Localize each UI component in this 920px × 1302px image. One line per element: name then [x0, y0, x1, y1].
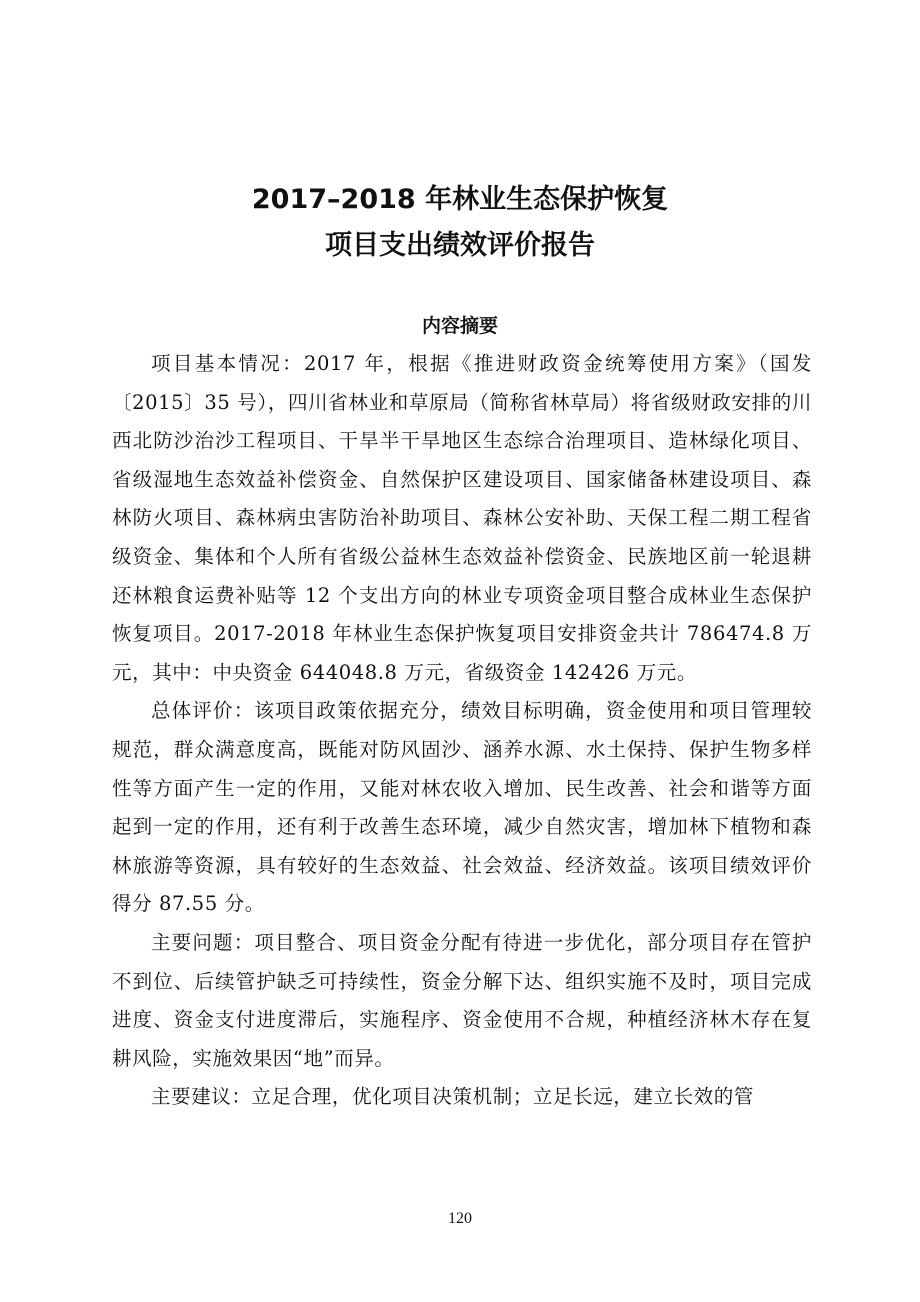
document-title-line-1: 2017–2018 年林业生态保护恢复 — [251, 184, 669, 215]
document-title-line-2: 项目支出绩效评价报告 — [325, 230, 595, 261]
paragraph-main-suggestions: 主要建议：立足合理，优化项目决策机制；立足长远，建立长效的管 — [151, 1085, 755, 1109]
page-number: 120 — [448, 1210, 472, 1227]
body-text — [112, 345, 812, 1117]
paragraph-overall-evaluation: 总体评价：该项目政策依据充分，绩效目标明确，资金使用和项目管理较规范，群众满意度高，既能对防风固沙、涵养水源、水土保持、保护生物多样性等方面产生一定的作用，又能对林农收入增加、民生改善、社会和谐等方面起到一定的作用，还有利于改善生态环境，减少自然灾害，增加林下植物和森林旅游等资源，具有较好的生态效益、社会效益、经济效益。该项目绩效评价得分 87.55 分。 — [112, 699, 812, 916]
section-heading: 内容摘要 — [421, 315, 498, 337]
paragraph-main-problems: 主要问题：项目整合、项目资金分配有待进一步优化，部分项目存在管护不到位、后续管护缺乏可持续性，资金分解下达、组织实施不及时，项目完成进度、资金支付进度滞后，实施程序、资金使用不合规，种植经济林木存在复耕风险，实施效果因“地”而异。 — [112, 930, 812, 1070]
paragraph-project-basics: 项目基本情况：2017 年，根据《推进财政资金统筹使用方案》（国发〔2015〕35 号），四川省林业和草原局（简称省林草局）将省级财政安排的川西北防沙治沙工程项目、干旱半干旱地区生态综合治理项目、造林绿化项目、省级湿地生态效益补偿资金、自然保护区建设项目、国家储备林建设项目、森林防火项目、森林病虫害防治补助项目、森林公安补助、天保工程二期工程省级资金、集体和个人所有省级公益林生态效益补偿资金、民族地区前一轮退耕还林粮食运费补贴等 12 个支出方向的林业专项资金项目整合成林业生态保护恢复项目。2017-2018 年林业生态保护恢复项目安排资金共计 786474.8 万元，其中：中央资金 644048.8 万元，省级资金 142426 万元。 — [112, 352, 812, 684]
